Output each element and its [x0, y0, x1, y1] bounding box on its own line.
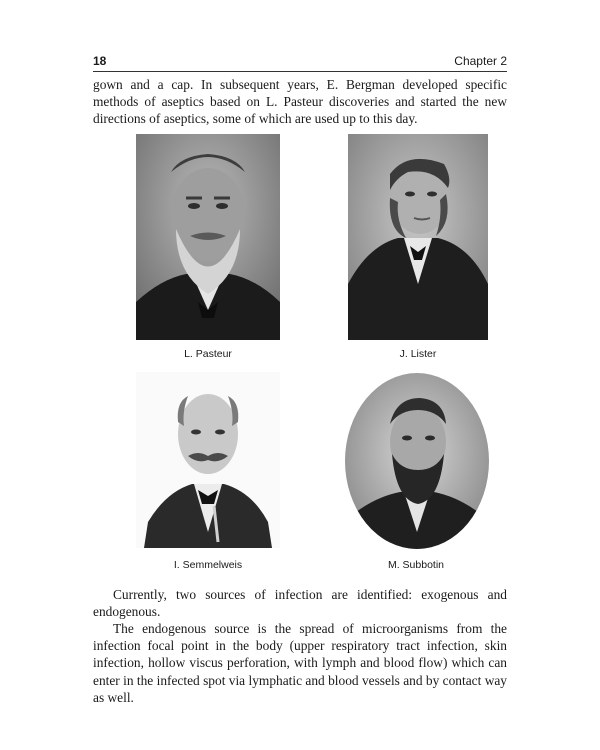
page-header: [93, 50, 507, 70]
lister-portrait: [348, 134, 488, 340]
subbotin-portrait: [344, 372, 490, 550]
subbotin-caption: M. Subbotin: [387, 559, 445, 571]
lister-caption: J. Lister: [399, 348, 437, 360]
chapter-title: Chapter 2: [454, 54, 507, 68]
intro-paragraph: gown and a cap. In subsequent years, E. Bergman developed specific methods of aseptics based on L. Pasteur discoveries and started the new directions of aseptics, some of which are used up to this day.: [93, 77, 507, 127]
header-rule: [93, 71, 507, 72]
semmelweis-caption: I. Semmelweis: [173, 559, 243, 571]
pasteur-caption: L. Pasteur: [184, 348, 232, 360]
semmelweis-portrait: [136, 372, 280, 548]
pasteur-portrait: [136, 134, 280, 340]
page-number: 18: [93, 54, 107, 68]
endogenous-paragraph: The endogenous source is the spread of microorganisms from the infection focal point in the body (upper respiratory tract infection, skin infection, hollow viscus perforation, with lymph and blood flow) which can enter in the infected spot via lymphatic and blood vessels and by contact way as well.: [93, 621, 507, 705]
sources-paragraph: Currently, two sources of infection are identified: exogenous and endogenous.: [93, 587, 507, 620]
